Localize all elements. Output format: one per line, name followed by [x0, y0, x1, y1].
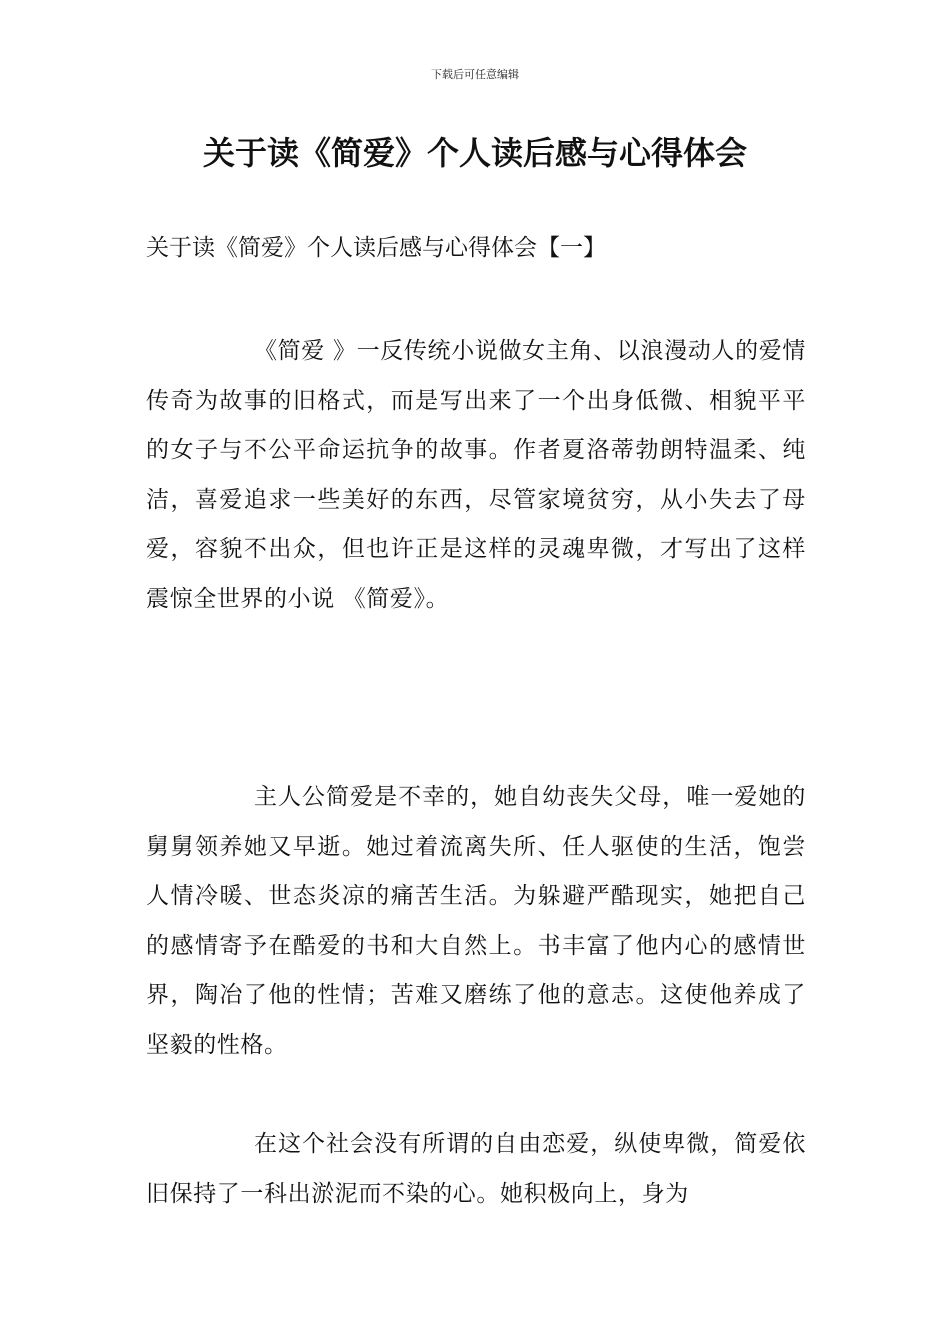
section-heading: 关于读《简爱》个人读后感与心得体会【一】: [146, 235, 606, 261]
page-header-note: 下载后可任意编辑: [431, 68, 519, 81]
body-paragraph-3: 在这个社会没有所谓的自由恋爱，纵使卑微，简爱依旧保持了一科出淤泥而不染的心。她积极向上，身为: [146, 1131, 806, 1207]
body-paragraph-2: 主人公简爱是不幸的，她自幼丧失父母，唯一爱她的舅舅领养她又早逝。她过着流离失所、任人驱使的生活，饱尝人情冷暖、世态炎凉的痛苦生活。为躲避严酷现实，她把自己的感情寄予在酷爱的书和大自然上。书丰富了他内心的感情世界，陶冶了他的性情；苦难又磨练了他的意志。这使他养成了坚毅的性格。: [146, 784, 806, 1058]
body-paragraph-1: 《简爱 》一反传统小说做女主角、以浪漫动人的爱情传奇为故事的旧格式，而是写出来了一个出身低微、相貌平平的女子与不公平命运抗争的故事。作者夏洛蒂勃朗特温柔、纯洁，喜爱追求一些美好的东西，尽管家境贫穷，从小失去了母爱，容貌不出众，但也许正是这样的灵魂卑微，才写出了这样震惊全世界的小说 《简爱》。: [146, 338, 806, 612]
document-title: 关于读《简爱》个人读后感与心得体会: [202, 134, 747, 172]
